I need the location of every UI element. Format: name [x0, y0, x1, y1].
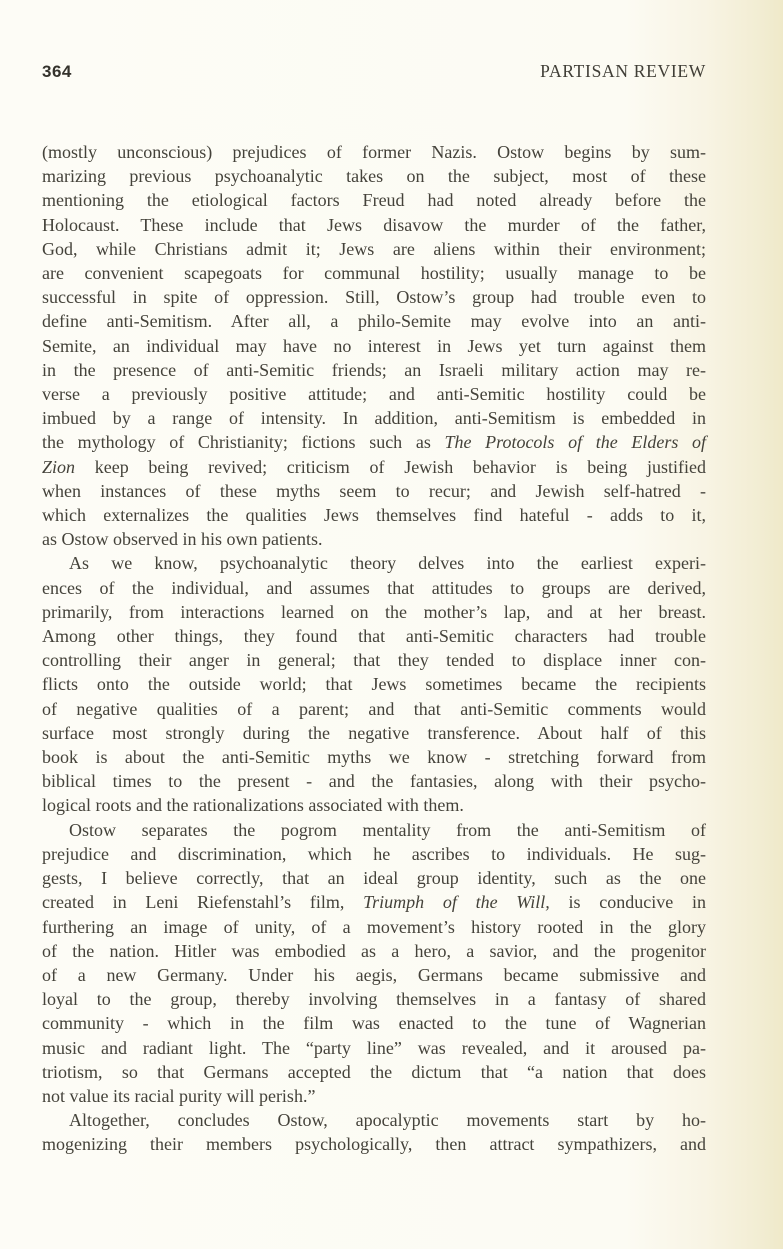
body-text: not value its racial purity will perish.”	[42, 1085, 316, 1106]
text-line	[42, 1132, 706, 1156]
page-header	[42, 61, 706, 82]
text-line	[42, 890, 706, 914]
body-text: furthering an image of unity, of a movement’s history rooted in the glory	[42, 916, 706, 937]
body-text: define anti-Semitism. After all, a philo-Semite may evolve into an anti-	[42, 311, 706, 332]
paragraph	[42, 140, 706, 551]
text-line	[42, 793, 706, 817]
text-line	[42, 600, 706, 624]
text-line	[42, 576, 706, 600]
body-text: which externalizes the qualities Jews themselves find hateful - adds to it,	[42, 505, 706, 526]
text-line	[42, 140, 706, 164]
text-line	[42, 1084, 706, 1108]
text-line	[42, 769, 706, 793]
body-text: As we know, psychoanalytic theory delves into the earliest experi-	[69, 553, 706, 574]
paragraph	[42, 818, 706, 1108]
body-text: music and radiant light. The “party line” was revealed, and it aroused pa-	[42, 1037, 706, 1058]
paragraph	[42, 1108, 706, 1156]
text-line	[42, 624, 706, 648]
body-text: primarily, from interactions learned on the mother’s lap, and at her breast.	[42, 601, 706, 622]
text-line	[42, 479, 706, 503]
italic-text: Zion	[42, 456, 76, 477]
text-line	[42, 406, 706, 430]
text-line	[42, 285, 706, 309]
body-text: the mythology of Christianity; fictions such as	[42, 432, 445, 453]
body-text: when instances of these myths seem to recur; and Jewish self-hatred -	[42, 480, 706, 501]
text-line	[42, 503, 706, 527]
body-text: flicts onto the outside world; that Jews sometimes became the recipients	[42, 674, 706, 695]
body-text: logical roots and the rationalizations associated with them.	[42, 795, 464, 816]
body-text: God, while Christians admit it; Jews are aliens within their environment;	[42, 238, 706, 259]
body-text: keep being revived; criticism of Jewish behavior is being justified	[75, 456, 706, 477]
body-text: is conducive in	[549, 892, 706, 913]
body-text: marizing previous psychoanalytic takes on the subject, most of these	[42, 166, 706, 187]
text-line	[42, 866, 706, 890]
body-text: surface most strongly during the negative transference. About half of this	[42, 722, 706, 743]
text-line	[42, 1108, 706, 1132]
text-line	[42, 309, 706, 333]
body-text: in the presence of anti-Semitic friends; an Israeli military action may re-	[42, 359, 706, 380]
body-text: prejudice and discrimination, which he ascribes to individuals. He sug-	[42, 843, 706, 864]
journal-title: PARTISAN REVIEW	[540, 61, 706, 81]
body-text: (mostly unconscious) prejudices of former Nazis. Ostow begins by sum-	[42, 142, 706, 162]
text-line	[42, 697, 706, 721]
body-text: mogenizing their members psychologically, then attract sympathizers, and	[42, 1134, 706, 1155]
text-block	[42, 140, 706, 1157]
body-text: gests, I believe correctly, that an ideal group identity, such as the one	[42, 868, 706, 889]
text-line	[42, 334, 706, 358]
body-text: imbued by a range of intensity. In addition, anti-Semitism is embedded in	[42, 408, 706, 429]
body-text: verse a previously positive attitude; and anti-Semitic hostility could be	[42, 384, 706, 405]
text-line	[42, 1011, 706, 1035]
italic-text: Triumph of the Will,	[363, 892, 550, 913]
text-line	[42, 987, 706, 1011]
text-line	[42, 261, 706, 285]
body-text: successful in spite of oppression. Still, Ostow’s group had trouble even to	[42, 287, 706, 308]
page-number: 364	[42, 62, 72, 81]
body-text: Altogether, concludes Ostow, apocalyptic movements start by ho-	[69, 1110, 706, 1131]
text-line	[42, 721, 706, 745]
text-line	[42, 164, 706, 188]
text-line	[42, 213, 706, 237]
body-text: Semite, an individual may have no interest in Jews yet turn against them	[42, 335, 706, 356]
body-text: community - which in the film was enacted to the tune of Wagnerian	[42, 1013, 706, 1034]
body-text: Ostow separates the pogrom mentality from the anti-Semitism of	[69, 819, 706, 840]
text-line	[42, 551, 706, 575]
text-line	[42, 455, 706, 479]
text-line	[42, 842, 706, 866]
body-text: of negative qualities of a parent; and that anti-Semitic comments would	[42, 698, 706, 719]
text-line	[42, 818, 706, 842]
text-line	[42, 672, 706, 696]
text-line	[42, 527, 706, 551]
body-text: Holocaust. These include that Jews disavow the murder of the father,	[42, 214, 706, 235]
body-text: created in Leni Riefenstahl’s film,	[42, 892, 364, 913]
body-text: mentioning the etiological factors Freud had noted already before the	[42, 190, 706, 211]
body-text: are convenient scapegoats for communal hostility; usually manage to be	[42, 263, 706, 284]
body-text: of a new Germany. Under his aegis, Germans became submissive and	[42, 964, 706, 985]
body-text: book is about the anti-Semitic myths we know - stretching forward from	[42, 747, 706, 768]
text-line	[42, 648, 706, 672]
italic-text: The Protocols of the Elders of	[444, 432, 706, 453]
body-text: Among other things, they found that anti-Semitic characters had trouble	[42, 626, 706, 647]
body-text: of the nation. Hitler was embodied as a hero, a savior, and the progenitor	[42, 940, 706, 961]
text-line	[42, 745, 706, 769]
text-line	[42, 430, 706, 454]
body-text: biblical times to the present - and the fantasies, along with their psycho-	[42, 771, 706, 792]
text-line	[42, 939, 706, 963]
text-line	[42, 188, 706, 212]
text-line	[42, 1036, 706, 1060]
text-line	[42, 1060, 706, 1084]
text-line	[42, 358, 706, 382]
body-text: triotism, so that Germans accepted the dictum that “a nation that does	[42, 1061, 706, 1082]
body-text: as Ostow observed in his own patients.	[42, 529, 323, 550]
paragraph	[42, 551, 706, 817]
text-line	[42, 237, 706, 261]
body-text: ences of the individual, and assumes that attitudes to groups are derived,	[42, 577, 706, 598]
text-line	[42, 915, 706, 939]
body-text: loyal to the group, thereby involving themselves in a fantasy of shared	[42, 989, 706, 1010]
text-line	[42, 382, 706, 406]
text-line	[42, 963, 706, 987]
body-text: controlling their anger in general; that they tended to displace inner con-	[42, 650, 706, 671]
